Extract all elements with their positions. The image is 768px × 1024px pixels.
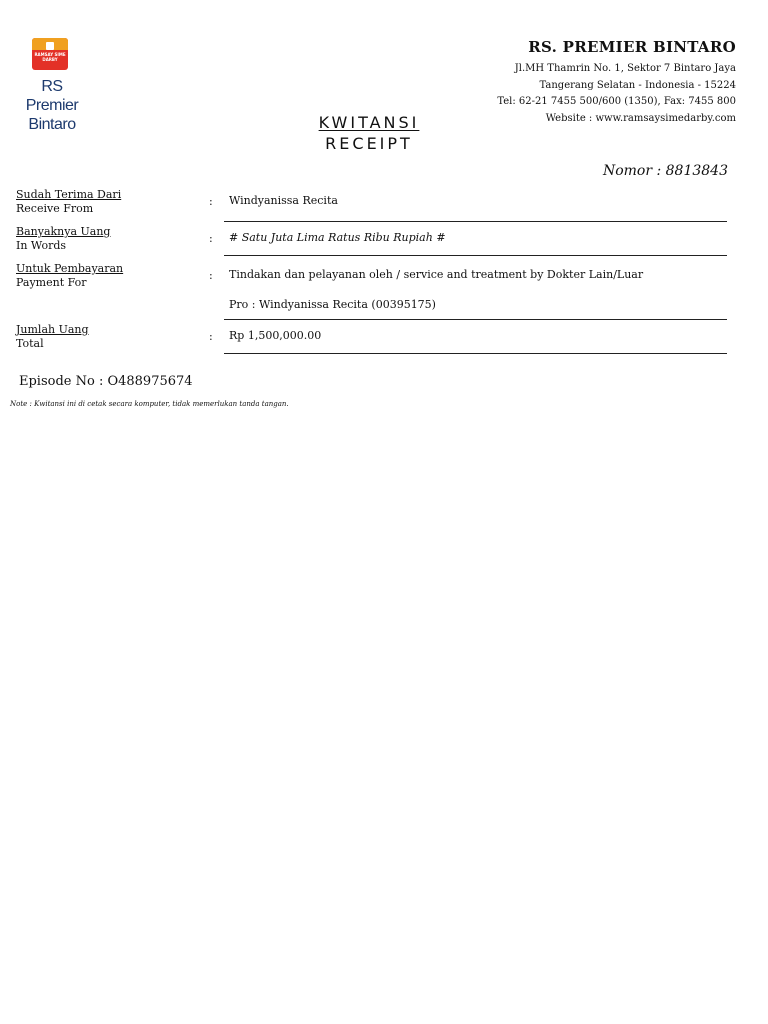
- receipt-number: Nomor : 8813843: [602, 163, 728, 179]
- in-words-value: # Satu Juta Lima Ratus Ribu Rupiah #: [229, 231, 446, 244]
- receive-from-underline: [224, 221, 727, 222]
- logo-emblem-icon: [46, 42, 54, 50]
- episode-number: Episode No : O488975674: [19, 374, 193, 389]
- payment-for-label-id: Untuk Pembayaran: [16, 262, 124, 275]
- in-words-label: [16, 225, 110, 252]
- payment-for-label: [16, 262, 123, 289]
- receive-from-label-en: Receive From: [16, 201, 94, 215]
- hospital-header: [497, 38, 736, 127]
- payment-for-underline: [224, 319, 727, 320]
- receive-from-label: [16, 188, 121, 215]
- total-underline: [224, 353, 727, 354]
- hospital-website: Website : www.ramsaysimedarby.com: [545, 112, 736, 124]
- logo-wordmark: [14, 77, 90, 134]
- payment-for-label-en: Payment For: [16, 275, 87, 289]
- payment-for-value-pro: Pro : Windyanissa Recita (00395175): [229, 298, 436, 311]
- in-words-underline: [224, 255, 727, 256]
- hospital-address-1: Jl.MH Thamrin No. 1, Sektor 7 Bintaro Jaya: [514, 63, 736, 74]
- in-words-label-id: Banyaknya Uang: [16, 225, 111, 238]
- payment-for-value: Tindakan dan pelayanan oleh / service and treatment by Dokter Lain/Luar: [229, 268, 644, 281]
- total-label-id: Jumlah Uang: [16, 323, 89, 336]
- in-words-colon: :: [209, 232, 213, 245]
- hospital-name: RS. PREMIER BINTARO: [528, 38, 736, 56]
- receive-from-value: Windyanissa Recita: [229, 194, 338, 207]
- document-title: [269, 113, 469, 154]
- total-label-en: Total: [16, 336, 44, 350]
- total-value: Rp 1,500,000.00: [229, 329, 322, 342]
- title-receipt: RECEIPT: [325, 134, 413, 153]
- ramsay-sime-darby-logo-mark: [32, 38, 68, 70]
- logo-mark-text: RAMSAY SIME DARBY: [34, 52, 66, 62]
- receive-from-colon: :: [209, 195, 213, 208]
- in-words-label-en: In Words: [16, 238, 67, 252]
- hospital-address-2: Tangerang Selatan - Indonesia - 15224: [539, 79, 736, 91]
- payment-for-colon: :: [209, 269, 213, 282]
- logo-wordmark-line2: Bintaro: [28, 116, 76, 133]
- total-colon: :: [209, 330, 213, 343]
- logo-wordmark-line1: RS Premier: [25, 78, 79, 114]
- title-kwitansi: KWITANSI: [318, 113, 420, 132]
- hospital-phone: Tel: 62-21 7455 500/600 (1350), Fax: 7455 800: [497, 96, 736, 107]
- receive-from-label-id: Sudah Terima Dari: [16, 188, 122, 201]
- total-label: [16, 323, 89, 350]
- footer-note: Note : Kwitansi ini di cetak secara komputer, tidak memerlukan tanda tangan.: [10, 400, 289, 408]
